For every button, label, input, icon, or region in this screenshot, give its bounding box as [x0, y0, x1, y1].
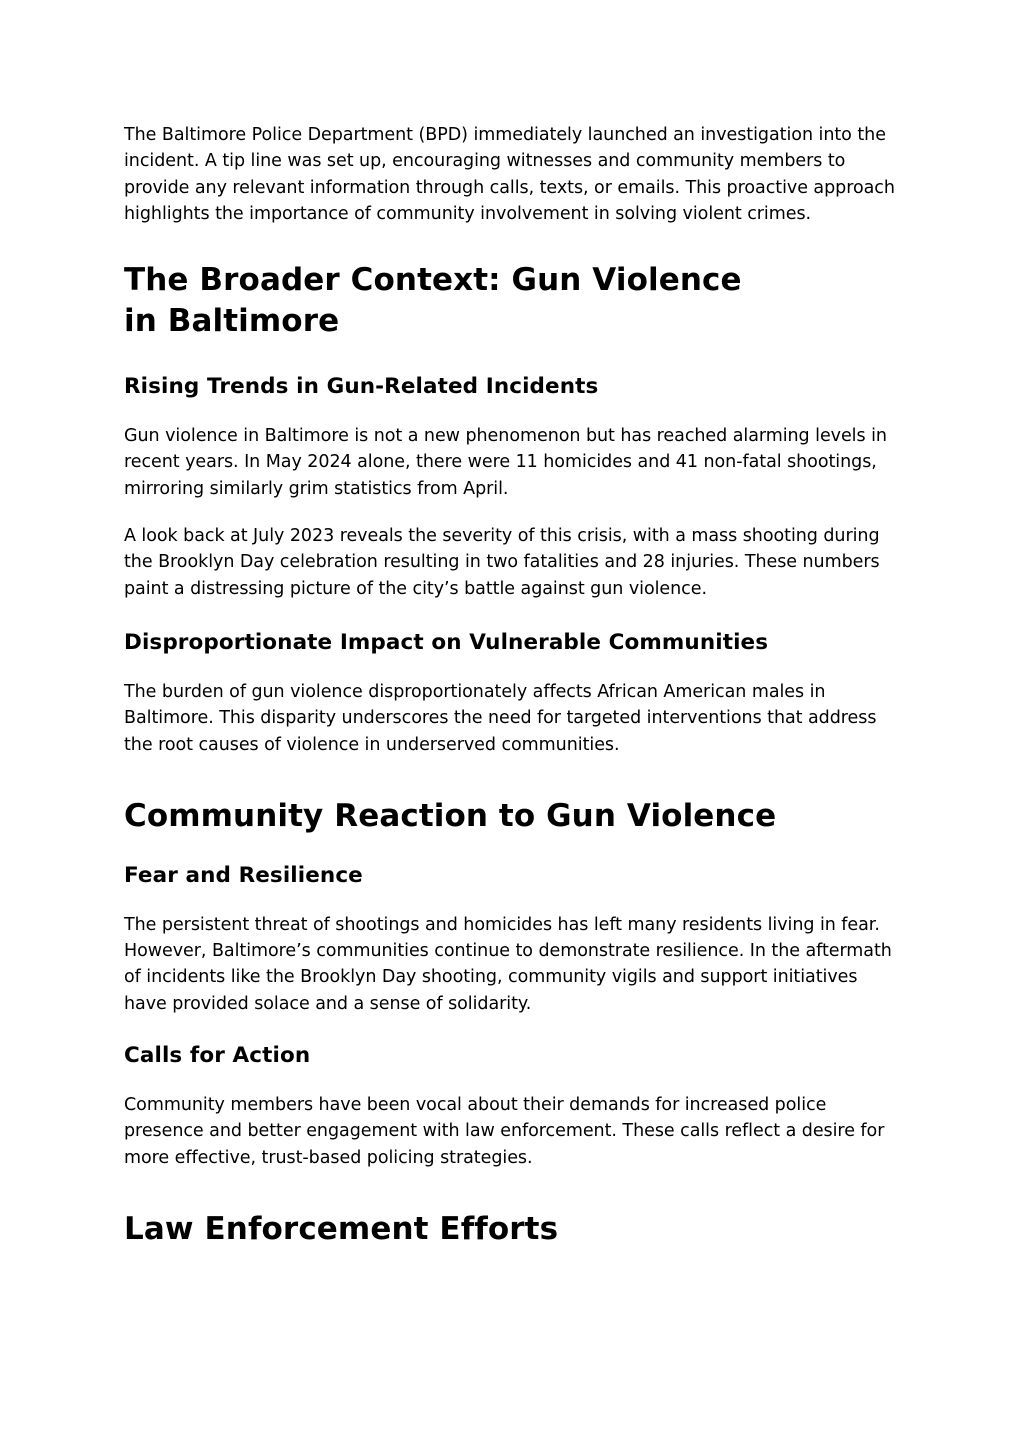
- document-page: [124, 122, 904, 1250]
- intro-paragraph: The Baltimore Police Department (BPD) immediately launched an investigation into the incident. A tip line was set up, encouraging witnesses and community members to provide any relevant information through calls, texts, or emails. This proactive approach highlights the importance of community involvement in solving violent crimes.: [124, 125, 895, 224]
- section-heading-community-reaction: Community Reaction to Gun Violence: [124, 797, 777, 834]
- subheading-fear-resilience: Fear and Resilience: [124, 862, 363, 888]
- rising-trends-paragraph-1: Gun violence in Baltimore is not a new phenomenon but has reached alarming levels in recent years. In May 2024 alone, there were 11 homicides and 41 non-fatal shootings, mirroring similarly grim statistics from April.: [124, 426, 887, 499]
- subheading-rising-trends: Rising Trends in Gun-Related Incidents: [124, 374, 599, 400]
- subheading-calls-for-action: Calls for Action: [124, 1043, 311, 1069]
- section-heading-broader-context: The Broader Context: Gun Violence in Baltimore: [124, 262, 742, 340]
- disproportionate-impact-paragraph: The burden of gun violence disproportionately affects African American males in Baltimore. This disparity underscores the need for targeted interventions that address the root causes of violence in underserved communities.: [124, 681, 877, 755]
- fear-resilience-paragraph: The persistent threat of shootings and homicides has left many residents living in fear. However, Baltimore’s communities continue to demonstrate resilience. In the aftermath of incidents like the Brooklyn Day shooting, community vigils and support initiatives have provided solace and a sense of solidarity.: [124, 914, 892, 1014]
- rising-trends-paragraph-2: A look back at July 2023 reveals the severity of this crisis, with a mass shooting during the Brooklyn Day celebration resulting in two fatalities and 28 injuries. These numbers paint a distressing picture of the city’s battle against gun violence.: [124, 526, 880, 599]
- calls-for-action-paragraph: Community members have been vocal about their demands for increased police presence and better engagement with law enforcement. These calls reflect a desire for more effective, trust-based policing strategies.: [124, 1095, 885, 1168]
- section-heading-law-enforcement: Law Enforcement Efforts: [124, 1210, 559, 1247]
- subheading-disproportionate-impact: Disproportionate Impact on Vulnerable Communities: [124, 629, 769, 655]
